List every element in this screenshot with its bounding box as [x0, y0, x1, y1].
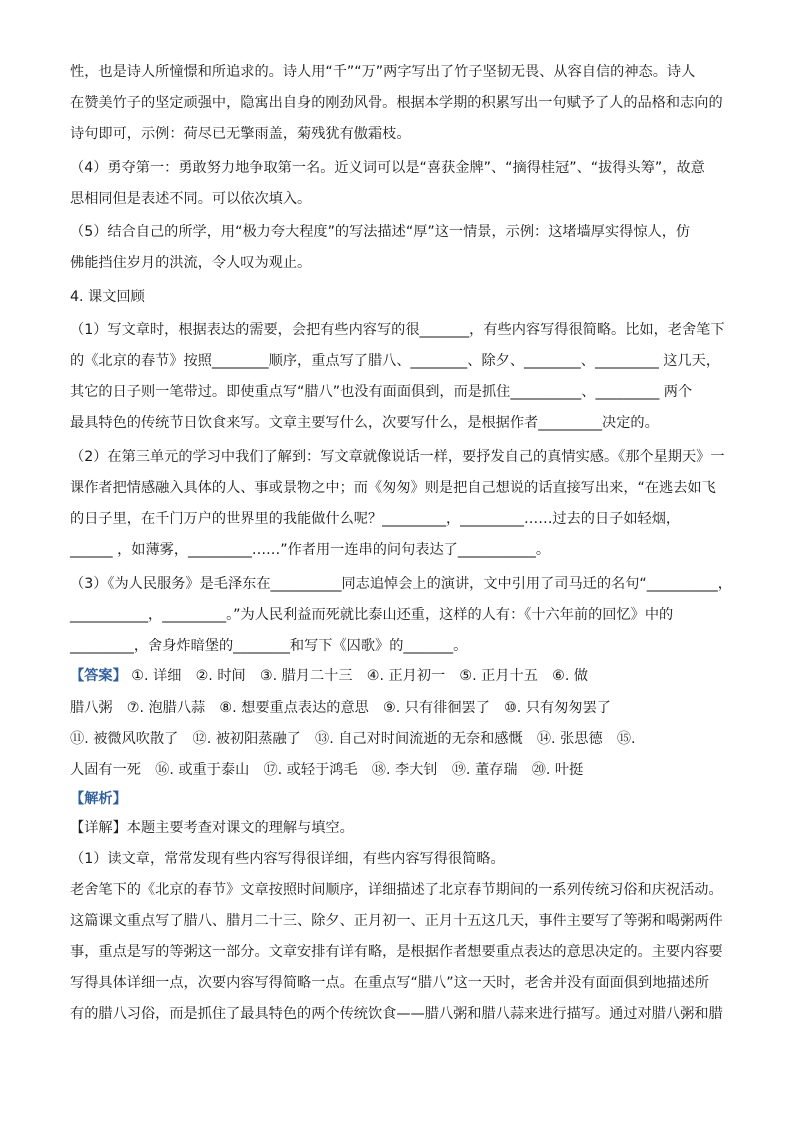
- answer-items: ①. 详细 ②. 时间 ③. 腊月二十三 ④. 正月初一 ⑤. 正月十五 ⑥. 做: [131, 668, 589, 684]
- text-line: （1）写文章时，根据表达的需要，会把有些内容写的很_______，有些内容写得很简略。比如，老舍笔下: [70, 322, 725, 338]
- text-line: 的日子里，在千门万户的世界里的我能做什么呢？_________，_________……过去的日子如轻烟，: [70, 511, 681, 527]
- text-line: 佛能挡住岁月的洪流，令人叹为观止。: [70, 255, 312, 271]
- answer-label: 【答案】: [70, 668, 127, 684]
- text-line: 写得具体详细一点，次要内容写得简略一点。在重点写“腊八”这一天时，老舍并没有面面俱到地描述所: [70, 975, 709, 991]
- text-line: 有的腊八习俗，而是抓住了最具特色的两个传统饮食——腊八粥和腊八蒜来进行描写。通过对腊八粥和腊: [70, 1006, 723, 1022]
- text-line: 思相同但是表述不同。可以依次填入。: [70, 191, 312, 207]
- text-line: （1）读文章，常常发现有些内容写得很详细，有些内容写得很简略。: [70, 851, 505, 867]
- text-line: 事，重点是写的等粥这一部分。文章安排有详有略，是根据作者想要重点表达的意思决定的。主要内容要: [70, 944, 723, 960]
- text-line: 最具特色的传统节日饮食来写。文章主要写什么，次要写什么，是根据作者_________决定的。: [70, 415, 659, 431]
- text-line: 的《北京的春节》按照________顺序，重点写了腊八、________、除夕、________、_________ 这几天，: [70, 353, 721, 369]
- text-line: ___________，_________。”为人民利益而死就比泰山还重，这样的人有：《十六年前的回忆》中的: [70, 607, 674, 623]
- answer-line: 人固有一死 ⑯. 或重于泰山 ⑰. 或轻于鸿毛 ⑱. 李大钊 ⑲. 董存瑞 ⑳. 叶挺: [70, 762, 584, 778]
- text-line: （5）结合自己的所学，用“极力夸大程度”的写法描述“厚”这一情景，示例：这堵墙厚实得惊人，仿: [70, 224, 691, 240]
- text-line: 其它的日子则一笔带过。即使重点写“腊八”也没有面面俱到，而是抓住__________、_________ 两个: [70, 384, 693, 400]
- text-line: 【详解】本题主要考查对课文的理解与填空。: [70, 820, 354, 836]
- answer-line: [70, 666, 588, 686]
- text-line: （3）《为人民服务》是毛泽东在__________同志追悼会上的演讲，文中引用了司马迁的名句“__________，: [70, 576, 732, 592]
- text-line: 性，也是诗人所憧憬和所追求的。诗人用“千”“万”两字写出了竹子坚韧无畏、从容自信的神态。诗人: [70, 64, 696, 80]
- text-line: ______ ，如薄雾，_________……”作者用一连串的问句表达了___________。: [70, 542, 551, 558]
- text-line: 这篇课文重点写了腊八、腊月二十三、除夕、正月初一、正月十五这几天，事件主要写了等粥和喝粥两件: [70, 913, 723, 929]
- text-line: _________，舍身炸暗堡的________和写下《囚歌》的_______。: [70, 638, 468, 654]
- text-line: （2）在第三单元的学习中我们了解到：写文章就像说话一样，要抒发自己的真情实感。《那个星期天》一: [70, 449, 725, 465]
- answer-line: 腊八粥 ⑦. 泡腊八蒜 ⑧. 想要重点表达的意思 ⑨. 只有徘徊罢了 ⑩. 只有匆匆罢了: [70, 700, 611, 716]
- text-line: 课作者把情感融入具体的人、事或景物之中；而《匆匆》则是把自己想说的话直接写出来，“在逃去如飞: [70, 480, 716, 496]
- section-heading: 4. 课文回顾: [70, 289, 145, 305]
- text-line: 在赞美竹子的坚定顽强中，隐寓出自身的刚劲风骨。根据本学期的积累写出一句赋予了人的品格和志向的: [70, 95, 723, 111]
- answer-line: ⑪. 被微风吹散了 ⑫. 被初阳蒸融了 ⑬. 自己对时间流逝的无奈和感慨 ⑭. 张思德 ⑮.: [70, 731, 636, 747]
- analysis-label: 【解析】: [70, 791, 127, 807]
- text-line: 诗句即可，示例：荷尽已无擎雨盖，菊残犹有傲霜枝。: [70, 126, 411, 142]
- text-line: 老舍笔下的《北京的春节》文章按照时间顺序，详细描述了北京春节期间的一系列传统习俗和庆祝活动。: [70, 882, 723, 898]
- analysis-line: [70, 789, 127, 809]
- text-line: （4）勇夺第一：勇敢努力地争取第一名。近义词可以是“喜获金牌”、“摘得桂冠”、“拔得头筹”，故意: [70, 160, 705, 176]
